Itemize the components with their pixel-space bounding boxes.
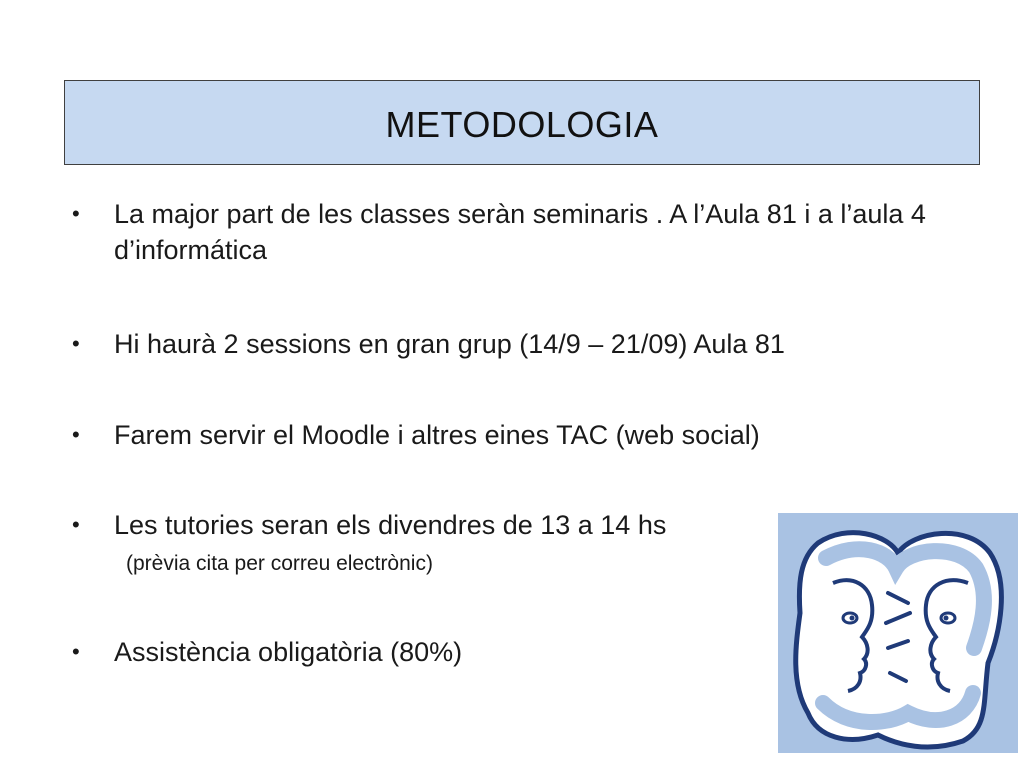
two-faces-logo-icon xyxy=(778,513,1018,753)
bullet-dot: • xyxy=(72,422,80,447)
right-pupil xyxy=(944,616,949,621)
bullet-text: Hi haurà 2 sessions en gran grup (14/9 – 21/09) Aula 81 xyxy=(114,329,785,359)
bullet-text: Farem servir el Moodle i altres eines TAC (web social) xyxy=(114,420,760,450)
bullet-text: La major part de les classes seràn seminaris . A l’Aula 81 i a l’aula 4 d’informática xyxy=(114,199,926,265)
bullet-dot: • xyxy=(72,331,80,356)
bullet-dot: • xyxy=(72,201,80,226)
bullet-dot: • xyxy=(72,639,80,664)
comunicacio-logo xyxy=(778,513,1018,753)
bullet-item xyxy=(72,507,814,543)
bullet-item xyxy=(72,196,994,268)
bullet-sub-note: (prèvia cita per correu electrònic) xyxy=(126,552,433,575)
title-box xyxy=(64,80,980,165)
bullet-dot: • xyxy=(72,512,80,537)
bullet-item xyxy=(72,417,994,453)
left-pupil xyxy=(850,616,855,621)
bullet-item xyxy=(72,326,994,362)
bullet-item xyxy=(72,634,814,670)
bullet-text: Les tutories seran els divendres de 13 a 14 hs xyxy=(114,510,667,540)
slide-title: METODOLOGIA xyxy=(385,103,659,145)
bullet-text: Assistència obligatòria (80%) xyxy=(114,637,463,667)
